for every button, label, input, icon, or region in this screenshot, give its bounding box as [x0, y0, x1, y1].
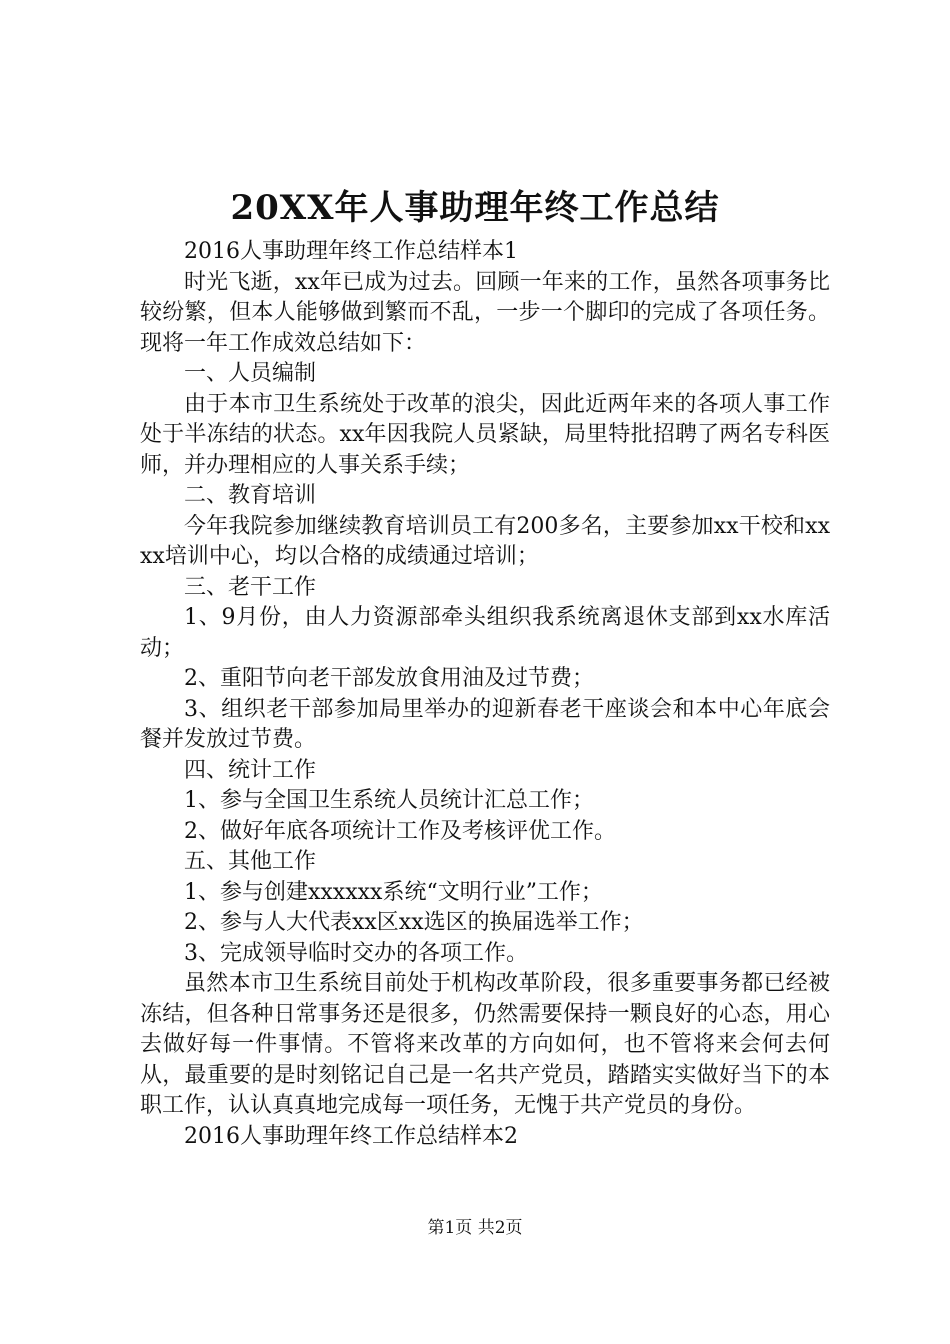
- section-heading-retirees: 三、老干工作: [184, 574, 317, 600]
- paragraph-conclusion: 虽然本市卫生系统目前处于机构改革阶段，很多重要事务都已经被冻结，但各种日常事务还是很多，仍然需要保持一颗良好的心态，用心去做好每一件事情。不管将来改革的方向如何，也不管将来会何去何从，最重要的是时刻铭记自己是一名共产党员，踏踏实实做好当下的本职工作，认认真真地完成每一项任务，无愧于共产党员的身份。: [140, 971, 830, 1118]
- list-item: 2、参与人大代表xx区xx选区的换届选举工作；: [184, 910, 644, 935]
- section-heading-statistics: 四、统计工作: [184, 757, 317, 783]
- section-heading-staffing: 一、人员编制: [184, 361, 317, 386]
- paragraph-staffing: 由于本市卫生系统处于改革的浪尖，因此近两年来的各项人事工作处于半冻结的状态。xx年因我院人员紧缺，局里特批招聘了两名专科医师，并办理相应的人事关系手续；: [140, 391, 830, 478]
- list-item: 1、参与创建xxxxxx系统“文明行业”工作；: [184, 879, 603, 905]
- list-item: 3、组织老干部参加局里举办的迎新春老干座谈会和本中心年底会餐并发放过节费。: [140, 696, 830, 752]
- list-item: 1、参与全国卫生系统人员统计汇总工作；: [184, 788, 594, 813]
- paragraph-training: 今年我院参加继续教育培训员工有200多名，主要参加xx干校和xxxx培训中心，均以合格的成绩通过培训；: [140, 513, 830, 569]
- list-item: 2、重阳节向老干部发放食用油及过节费；: [184, 666, 594, 691]
- section-heading-training: 二、教育培训: [184, 483, 317, 508]
- page-number-footer: 第1页 共2页: [427, 1218, 523, 1238]
- paragraph-sample-heading-2: 2016人事助理年终工作总结样本2: [184, 1123, 518, 1149]
- document-body: [140, 237, 830, 1152]
- paragraph-intro: 时光飞逝，xx年已成为过去。回顾一年来的工作，虽然各项事务比较纷繁，但本人能够做到繁而不乱，一步一个脚印的完成了各项任务。现将一年工作成效总结如下：: [140, 269, 830, 356]
- section-heading-other: 五、其他工作: [184, 849, 317, 874]
- list-item: 1、9月份，由人力资源部牵头组织我系统离退休支部到xx水库活动；: [140, 605, 830, 661]
- paragraph-sample-heading-1: 2016人事助理年终工作总结样本1: [184, 239, 518, 264]
- document-title: 20XX年人事助理年终工作总结: [230, 188, 720, 228]
- list-item: 2、做好年底各项统计工作及考核评优工作。: [184, 818, 616, 844]
- list-item: 3、完成领导临时交办的各项工作。: [184, 940, 528, 966]
